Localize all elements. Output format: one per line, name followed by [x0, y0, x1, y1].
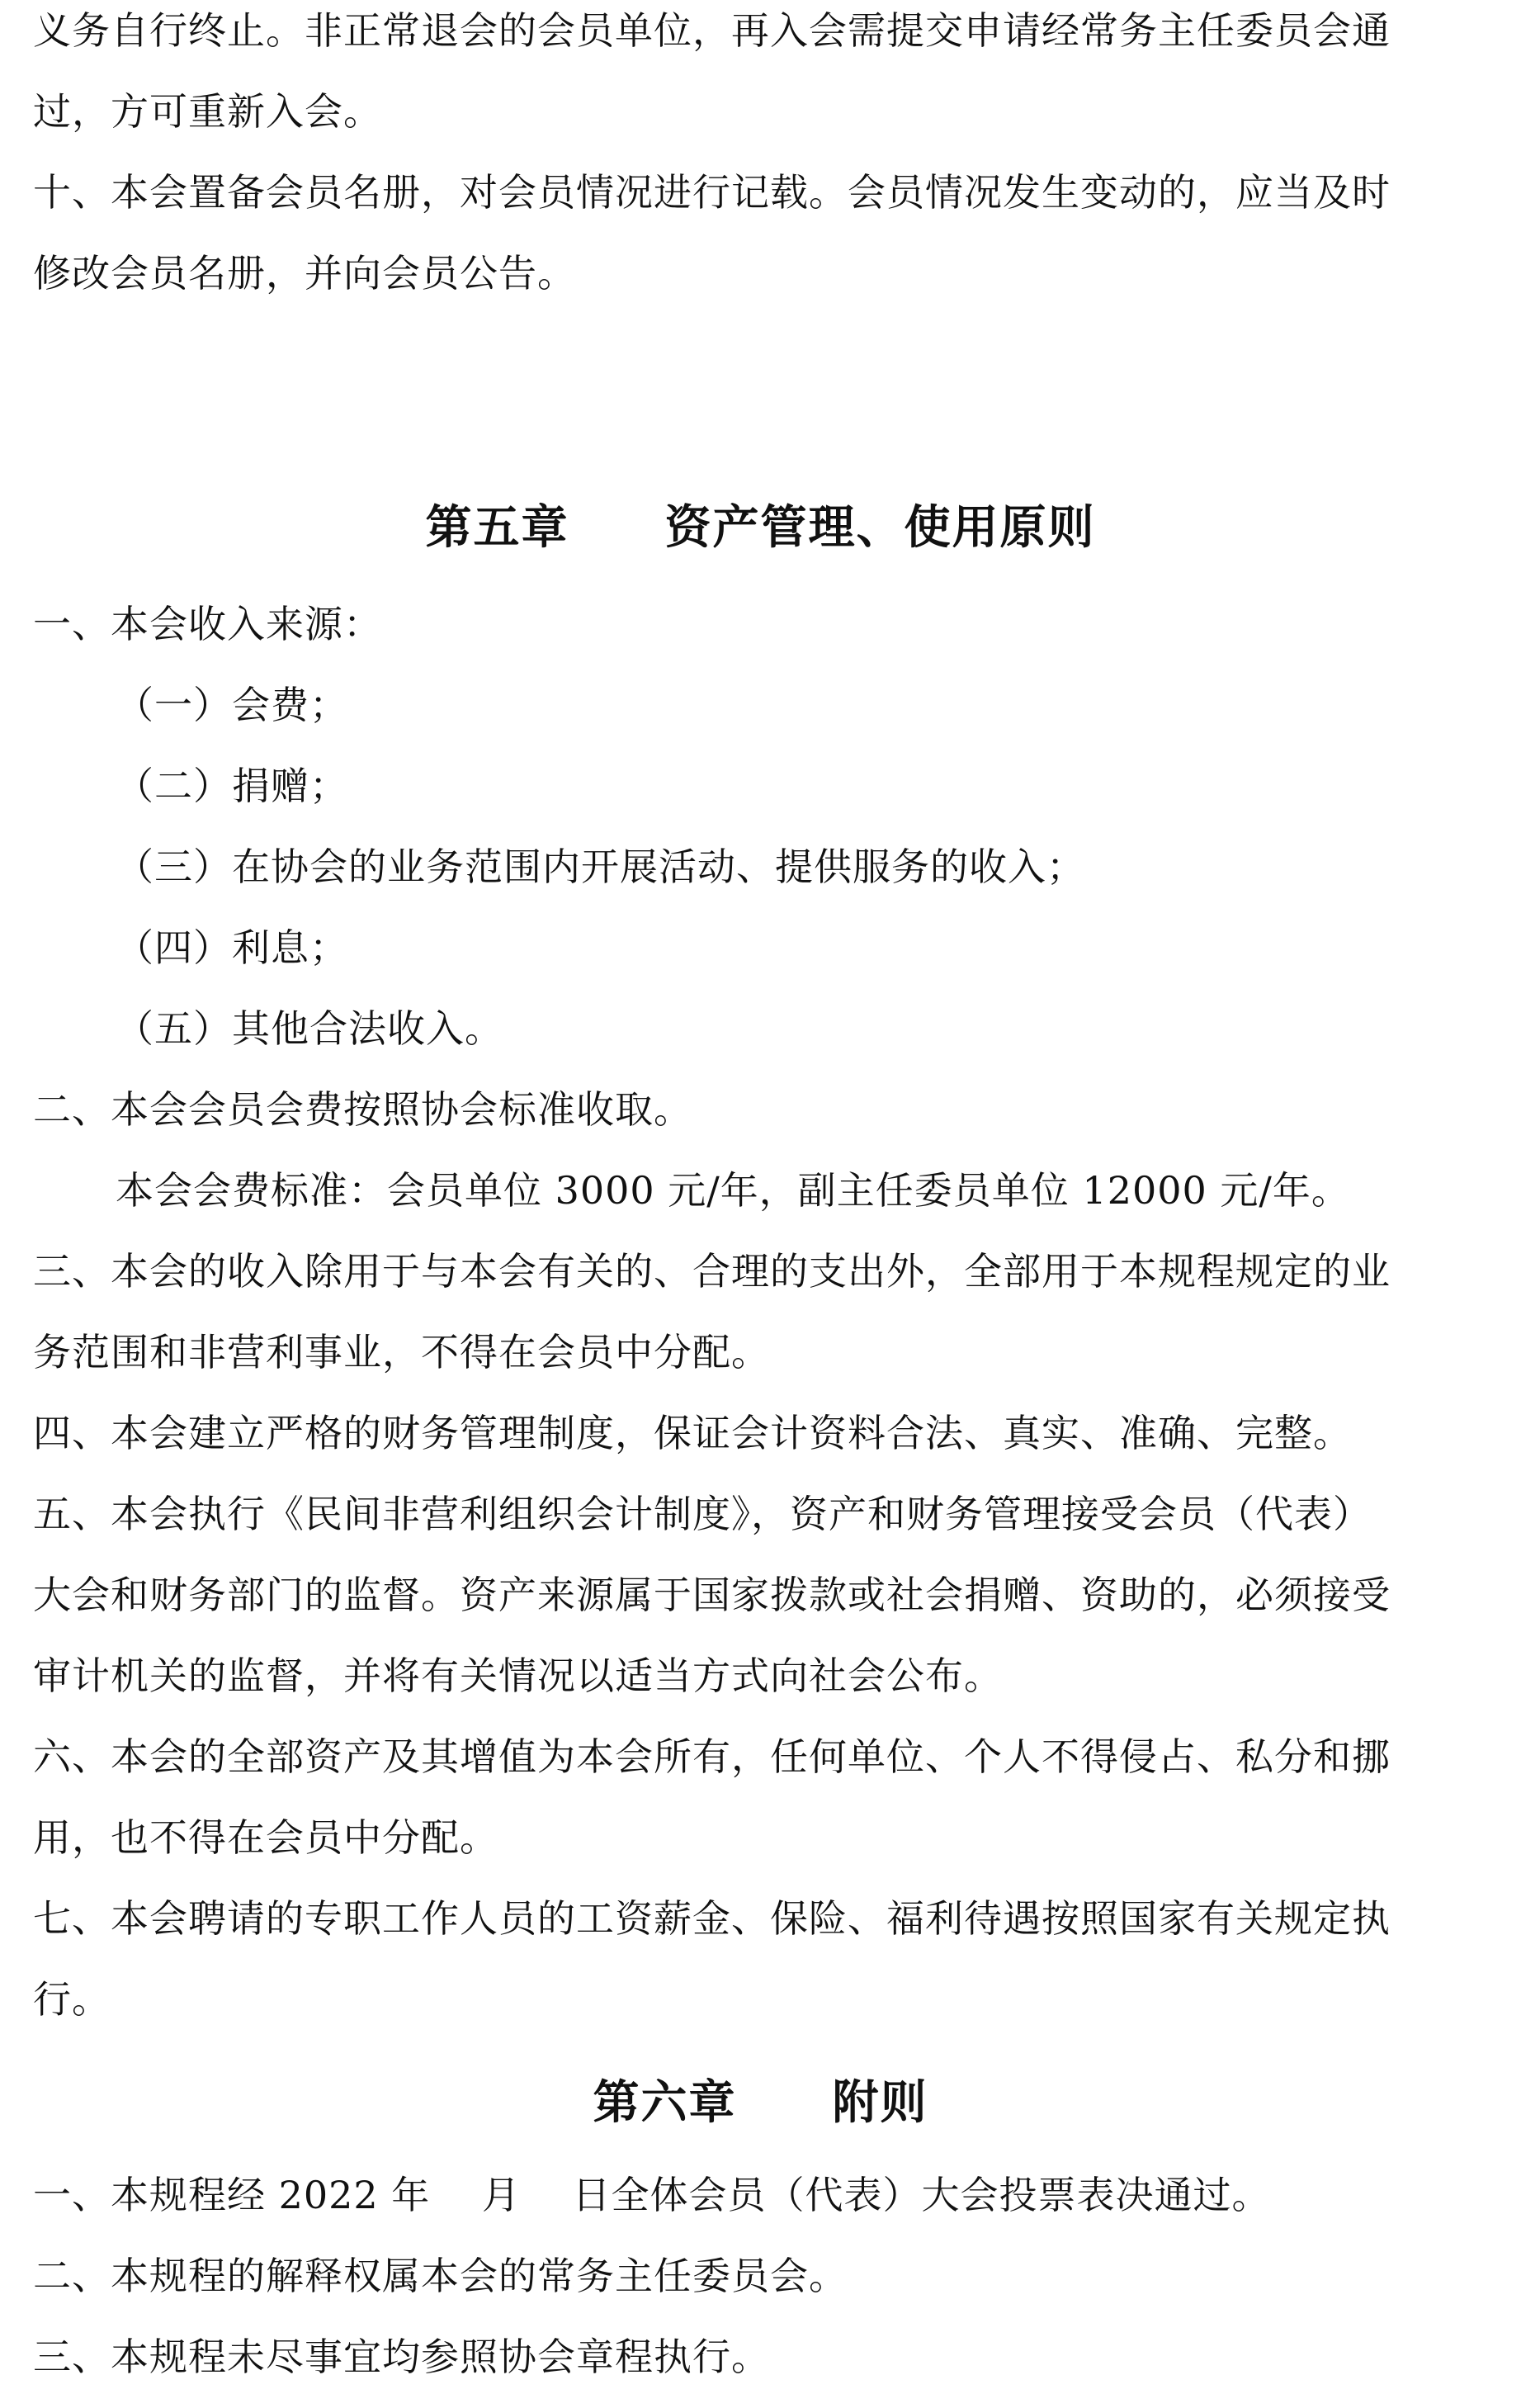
paragraph-line: 五、本会执行《民间非营利组织会计制度》，资产和财务管理接受会员（代表）	[33, 1492, 1372, 1536]
chapter-five-title: 第五章 资产管理、使用原则	[425, 501, 1096, 555]
paragraph-line: 二、本规程的解释权属本会的常务主任委员会。	[33, 2254, 848, 2298]
paragraph-line: 义务自行终止。非正常退会的会员单位，再入会需提交申请经常务主任委员会通	[33, 8, 1391, 53]
chapter-six-title: 第六章 附则	[593, 2076, 928, 2130]
paragraph-line: 审计机关的监督，并将有关情况以适当方式向社会公布。	[33, 1653, 1003, 1698]
paragraph-line: 六、本会的全部资产及其增值为本会所有，任何单位、个人不得侵占、私分和挪	[33, 1734, 1391, 1779]
paragraph-line: 用，也不得在会员中分配。	[33, 1815, 498, 1860]
paragraph-line: 大会和财务部门的监督。资产来源属于国家拨款或社会捐赠、资助的，必须接受	[33, 1573, 1391, 1617]
list-item: （一）会费；	[116, 683, 348, 727]
paragraph-line: 七、本会聘请的专职工作人员的工资薪金、保险、福利待遇按照国家有关规定执	[33, 1896, 1391, 1941]
paragraph-line: 二、本会会员会费按照协会标准收取。	[33, 1087, 692, 1132]
list-item: （二）捐赠；	[116, 764, 348, 808]
paragraph-line: 四、本会建立严格的财务管理制度，保证会计资料合法、真实、准确、完整。	[33, 1411, 1352, 1455]
list-item: （三）在协会的业务范围内开展活动、提供服务的收入；	[116, 844, 1085, 889]
paragraph-line: 一、本规程经 2022 年 月 日全体会员（代表）大会投票表决通过。	[33, 2173, 1271, 2217]
paragraph-line: 务范围和非营利事业，不得在会员中分配。	[33, 1330, 770, 1374]
paragraph-line: 三、本会的收入除用于与本会有关的、合理的支出外，全部用于本规程规定的业	[33, 1249, 1391, 1294]
list-item: （四）利息；	[116, 925, 348, 970]
paragraph-line: 行。	[33, 1977, 111, 2022]
list-item: （五）其他合法收入。	[116, 1006, 503, 1051]
paragraph-line: 过，方可重新入会。	[33, 89, 382, 134]
paragraph-line: 修改会员名册，并向会员公告。	[33, 251, 576, 296]
paragraph-line: 三、本规程未尽事宜均参照协会章程执行。	[33, 2335, 770, 2379]
paragraph-line: 一、本会收入来源：	[33, 602, 382, 646]
paragraph-line: 十、本会置备会员名册，对会员情况进行记载。会员情况发生变动的，应当及时	[33, 170, 1391, 215]
fee-standard-line: 本会会费标准：会员单位 3000 元/年，副主任委员单位 12000 元/年。	[116, 1168, 1350, 1213]
